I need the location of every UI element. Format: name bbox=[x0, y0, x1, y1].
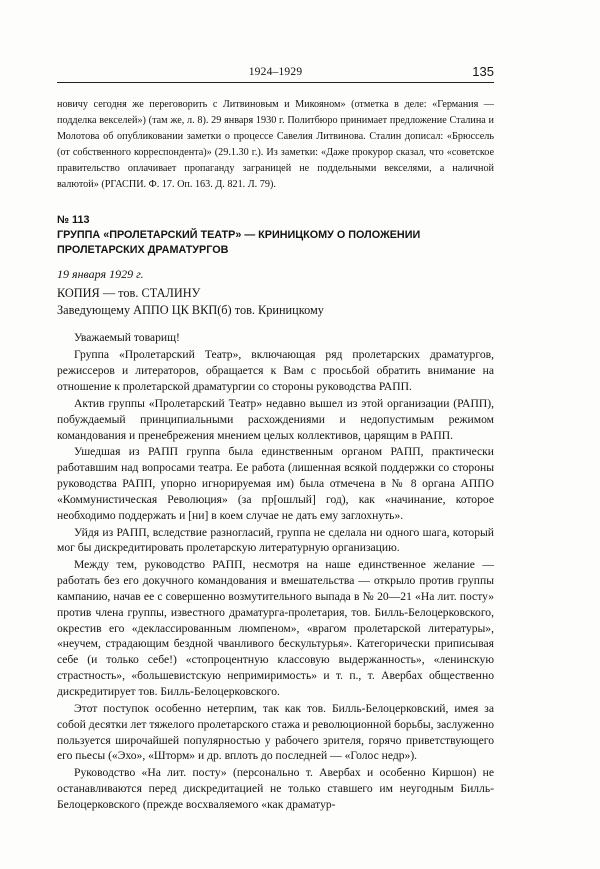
running-title: 1924–1929 bbox=[248, 66, 303, 78]
body-paragraph: Уйдя из РАПП, вследствие разногласий, группа не сделала ни одного шага, который мог бы дискредитировать пролетарскую литературную организацию. bbox=[57, 525, 494, 555]
body-paragraph: Ушедшая из РАПП группа была единственным органом РАПП, практически работавшим над вопросами театра. Ее работа (лишенная всякой поддержки со стороны руководства РАПП, упорно игнорируемая им) была отмечена в № 8 органа АППО «Коммунистическая Революция» (за пр[ошлый] год), как «начинание, которое необходимо поддержать и [ни] в коем случае не дать ему заглохнуть». bbox=[57, 445, 494, 522]
document-number: № 113 bbox=[57, 214, 90, 227]
addressee-line: Заведующему АППО ЦК ВКП(б) тов. Криницкому bbox=[57, 302, 324, 317]
salutation: Уважаемый товарищ! bbox=[74, 331, 180, 345]
previous-document-ending bbox=[57, 97, 494, 192]
page-header bbox=[57, 64, 494, 83]
copy-line: КОПИЯ — тов. СТАЛИНУ bbox=[57, 286, 201, 301]
page-content bbox=[57, 97, 494, 813]
body-paragraph: Актив группы «Пролетарский Театр» недавно вышел из этой организации (РАПП), побуждаемый принципиальными расхождениями и недопустимым режимом командования и пренебрежения мнением целых коллективов, царящим в РАПП. bbox=[57, 396, 494, 442]
document-body bbox=[57, 330, 494, 812]
previous-document-note: новичу сегодня же переговорить с Литвиновым и Микояном» (отметка в деле: «Германия — подделка векселей») (там же, л. 8). 29 января 1930 г. Политбюро принимает предложение Сталина и Молотова об опубликовании заметки о процессе Савелия Литвинова. Сталин дописал: «Брюссель (от собственного корреспондента)» (29.1.30 г.). Из заметки: «Даже прокурор сказал, что «советское правительство оплачивает пропаганду заграницей не поддельными векселями, а наличной валютой» (РГАСПИ. Ф. 17. Оп. 163. Д. 821. Л. 79). bbox=[57, 99, 494, 190]
document-date: 19 января 1929 г. bbox=[57, 267, 144, 282]
body-paragraph: Руководство «На лит. посту» (персонально т. Авербах и особенно Киршон) не останавливаются перед дискредитацией не только ставшего им неугодным Билль-Белоцерковского (прежде восхваляемого «как драматур- bbox=[57, 766, 494, 811]
document-title: ГРУППА «ПРОЛЕТАРСКИЙ ТЕАТР» — КРИНИЦКОМУ О ПОЛОЖЕНИИ ПРОЛЕТАРСКИХ ДРАМАТУРГОВ bbox=[57, 229, 421, 257]
page-number: 135 bbox=[472, 64, 494, 79]
body-paragraph: Группа «Пролетарский Театр», включающая ряд пролетарских драматургов, режиссеров и литераторов, обращается к Вам с просьбой обратить внимание на отношение к пролетарской драматургии со стороны руководства РАПП. bbox=[57, 348, 494, 393]
body-paragraph: Этот поступок особенно нетерпим, так как тов. Билль-Белоцерковский, имея за собой десятки лет тяжелого пролетарского стажа и революционной борьбы, заслуженно пользуется широчайшей популярностью у рабочего зрителя, горячо приветствующего его пьесы («Эхо», «Шторм» и др. вплоть до последней — «Голос недр»). bbox=[57, 701, 494, 763]
body-paragraph: Между тем, руководство РАПП, несмотря на наше единственное желание — работать без его докучного командования и вмешательства — открыло против группы кампанию, начав ее с совершенно возмутительного выпада в № 20—21 «На лит. посту» против члена группы, известного драматурга-пролетария, тов. Билль-Белоцерковского, окрестив его «деклассированным люмпеном», «врагом пролетарской литературы», «неучем, страдающим бездной чванливого бескультурья». Категорически приписывая себе (и только себе!) «стопроцентную классовую выдержанность», «ленинскую страстность», «большевистскую непримиримость» и т. п., т. Авербах общественно дискредитирует тов. Билль-Белоцерковского. bbox=[57, 558, 494, 698]
